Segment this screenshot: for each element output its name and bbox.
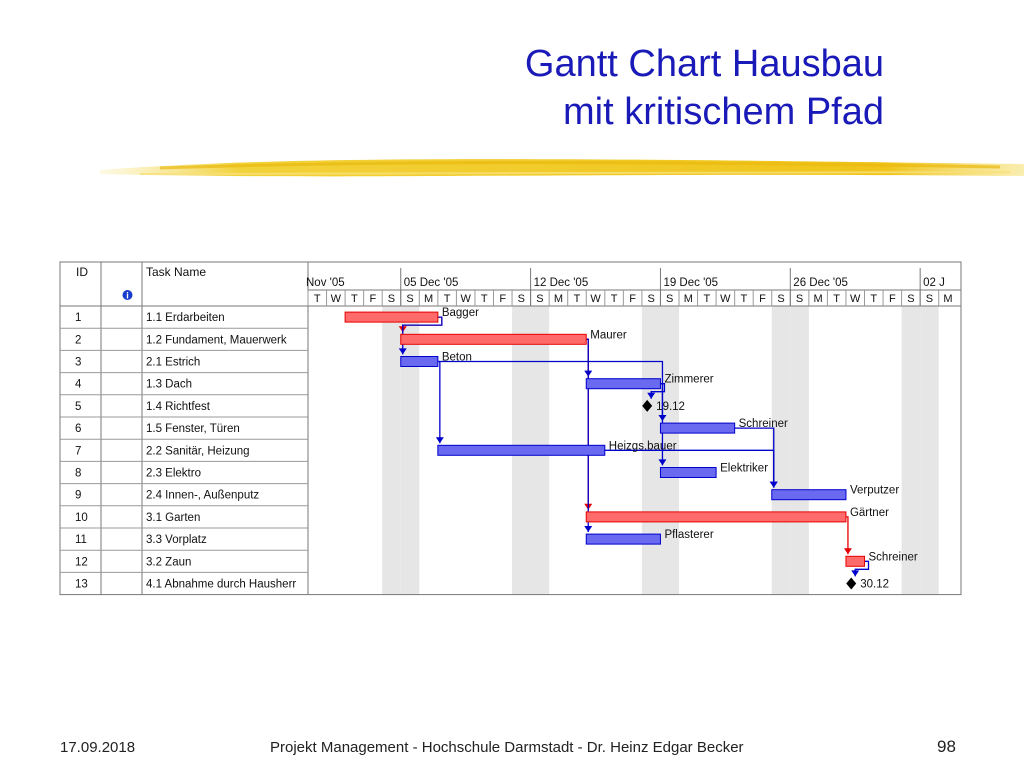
day-letter: T [313, 293, 321, 305]
task-id: 6 [75, 423, 82, 436]
column-header-task: Task Name [146, 265, 207, 279]
milestone-diamond [846, 578, 856, 590]
task-bar [586, 534, 660, 544]
task-id: 13 [75, 578, 88, 591]
task-id: 5 [75, 400, 82, 413]
task-id: 2 [75, 334, 82, 347]
resource-label: Schreiner [868, 551, 918, 564]
day-letter: S [517, 293, 525, 305]
day-letter: S [647, 293, 655, 305]
day-letter: W [590, 293, 601, 305]
task-name: 3.3 Vorplatz [146, 534, 207, 547]
weekend-shade [790, 306, 809, 595]
dependency-line [438, 362, 440, 444]
resource-label: Maurer [590, 329, 627, 342]
day-letter: T [610, 293, 618, 305]
day-letter: S [387, 293, 396, 305]
task-bar [772, 490, 846, 500]
day-letter: T [573, 293, 581, 305]
day-letter: M [943, 293, 953, 305]
task-id: 12 [75, 556, 88, 569]
day-letter: M [553, 293, 564, 305]
task-name: 1.2 Fundament, Mauerwerk [146, 334, 287, 347]
day-letter: F [629, 293, 636, 305]
task-id: 10 [75, 511, 88, 524]
resource-label: Pflasterer [664, 529, 714, 542]
resource-label: Bagger [441, 307, 479, 320]
task-id: 3 [75, 356, 82, 369]
day-letter: S [666, 293, 674, 305]
task-name: 3.1 Garten [146, 511, 201, 524]
day-letter: S [907, 293, 915, 305]
day-letter: S [925, 293, 934, 305]
milestone-date-label: 19.12 [656, 400, 685, 413]
resource-label: Verputzer [849, 484, 900, 497]
day-letter: W [460, 293, 471, 305]
task-name: 2.3 Elektro [146, 467, 201, 480]
task-name: 2.1 Estrich [146, 356, 201, 369]
footer-date: 17.09.2018 [60, 739, 136, 756]
task-id: 4 [75, 378, 82, 391]
day-letter: M [683, 293, 693, 305]
task-bar [586, 379, 660, 389]
page-number: 98 [937, 737, 956, 756]
day-letter: S [406, 293, 414, 305]
task-id: 8 [75, 467, 82, 480]
dependency-line [735, 428, 774, 488]
day-letter: T [740, 293, 748, 305]
task-bar [401, 334, 587, 344]
task-id: 11 [75, 534, 87, 547]
slide-title-line1: Gantt Chart Hausbau [524, 43, 884, 85]
task-name: 1.1 Erdarbeiten [146, 312, 225, 325]
weekend-shade [920, 306, 939, 595]
day-letter: S [536, 293, 544, 305]
task-bar [401, 357, 438, 367]
task-name: 2.2 Sanitär, Heizung [146, 445, 250, 458]
resource-label: Elektriker [720, 462, 769, 475]
day-letter: T [870, 293, 878, 305]
task-id: 7 [75, 445, 82, 458]
dependency-arrow [851, 570, 859, 576]
day-letter: T [351, 293, 358, 305]
footer-text: Projekt Management - Hochschule Darmstadt - Dr. Heinz Edgar Becker [270, 739, 744, 756]
week-label: 26 Dec '05 [793, 277, 848, 289]
day-letter: M [813, 293, 823, 305]
task-name: 1.5 Fenster, Türen [146, 423, 240, 436]
milestone-date-label: 30.12 [860, 578, 890, 591]
info-icon-glyph: i [126, 290, 129, 301]
resource-label: Heizgs.bauer [608, 440, 677, 453]
day-letter: W [850, 293, 861, 305]
day-letter: S [777, 293, 785, 305]
weekend-shade [382, 306, 401, 595]
week-label: 02 J [923, 277, 945, 289]
task-name: 2.4 Innen-, Außenputz [146, 489, 260, 502]
task-id: 9 [75, 489, 82, 502]
task-id: 1 [75, 312, 82, 325]
task-bar [345, 312, 438, 322]
week-label: Nov '05 [306, 277, 345, 289]
dependency-line [586, 339, 588, 532]
column-header-id: ID [76, 265, 88, 279]
day-letter: F [888, 293, 896, 305]
dependency-arrow [436, 437, 444, 443]
day-letter: F [499, 293, 507, 305]
day-letter: S [795, 293, 804, 305]
resource-label: Zimmerer [664, 373, 714, 386]
day-letter: T [833, 293, 841, 305]
dependency-arrow [844, 548, 852, 554]
day-letter: T [480, 293, 488, 305]
resource-label: Gärtner [849, 506, 889, 519]
week-label: 19 Dec '05 [663, 277, 719, 289]
day-letter: F [369, 293, 377, 305]
dependency-arrow [584, 526, 592, 532]
task-bar [660, 468, 716, 478]
day-letter: W [720, 293, 731, 305]
slide-title-line2: mit kritischem Pfad [563, 91, 884, 133]
day-letter: M [423, 293, 434, 305]
task-bar [660, 423, 734, 433]
task-name: 1.4 Richtfest [146, 400, 210, 413]
task-name: 1.3 Dach [146, 378, 193, 391]
task-bar [846, 556, 865, 566]
week-label: 05 Dec '05 [403, 277, 459, 289]
day-letter: F [759, 293, 766, 305]
resource-label: Beton [441, 351, 472, 364]
day-letter: T [703, 293, 711, 305]
resource-label: Schreiner [738, 418, 788, 431]
week-label: 12 Dec '05 [533, 277, 589, 289]
weekend-shade [772, 306, 791, 595]
task-name: 3.2 Zaun [146, 556, 192, 569]
day-letter: T [443, 293, 451, 305]
day-letter: W [330, 293, 342, 305]
task-bar [586, 512, 846, 522]
task-bar [438, 445, 605, 455]
task-name: 4.1 Abnahme durch Hausherr [146, 578, 297, 591]
